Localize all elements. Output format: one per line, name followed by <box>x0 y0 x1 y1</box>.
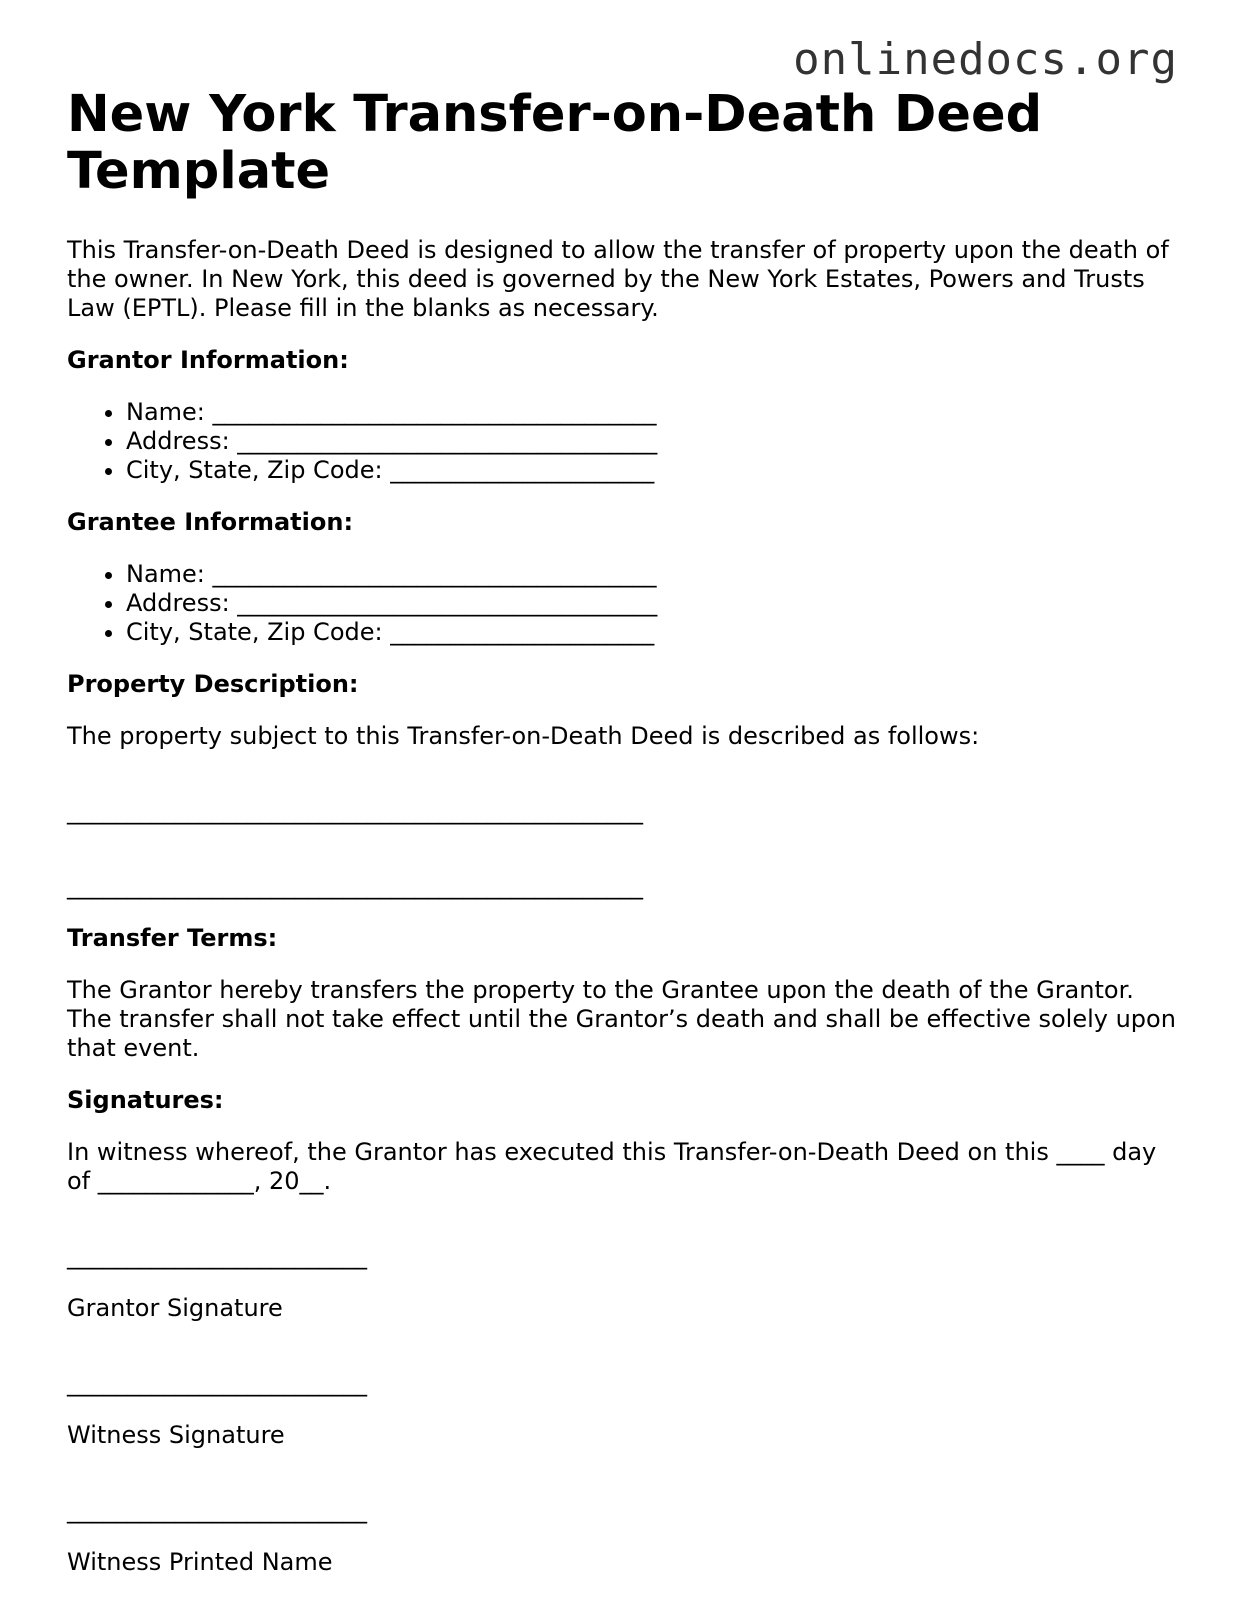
witness-printed-name-label: Witness Printed Name <box>67 1548 333 1576</box>
grantor-name-field[interactable]: • Name: _____________________________________ <box>126 398 1177 427</box>
grantee-city-state-zip-field[interactable]: • City, State, Zip Code: ______________________ <box>126 618 1177 647</box>
spacer <box>67 849 1177 872</box>
grantee-name-field[interactable]: • Name: _____________________________________ <box>126 560 1177 589</box>
witness-signature-line[interactable]: _________________________ <box>67 1369 367 1397</box>
spacer <box>67 1219 1177 1242</box>
signatures-heading: Signatures: <box>67 1086 224 1114</box>
intro-paragraph: This Transfer-on-Death Deed is designed to allow the transfer of property upon the death of the owner. In New York, this deed is governed by the New York Estates, Powers and Trusts Law (EPTL). Please fill in the blanks as necessary. <box>67 236 1169 322</box>
property-description-line-1[interactable]: ________________________________________________ <box>67 797 643 825</box>
property-heading: Property Description: <box>67 670 359 698</box>
witness-printed-name-line[interactable]: _________________________ <box>67 1496 367 1524</box>
watermark-logo: onlinedocs.org <box>793 34 1178 85</box>
document-page <box>67 86 1177 1600</box>
page-title: New York Transfer-on-Death Deed Template <box>67 85 1043 201</box>
grantee-address-field[interactable]: • Address: ___________________________________ <box>126 589 1177 618</box>
witness-signature-label: Witness Signature <box>67 1421 285 1449</box>
property-description-line-2[interactable]: ________________________________________________ <box>67 872 643 900</box>
spacer <box>67 774 1177 797</box>
property-text: The property subject to this Transfer-on-Death Deed is described as follows: <box>67 722 980 750</box>
grantor-signature-line[interactable]: _________________________ <box>67 1242 367 1270</box>
grantor-city-state-zip-field[interactable]: • City, State, Zip Code: ______________________ <box>126 456 1177 485</box>
transfer-terms-heading: Transfer Terms: <box>67 924 278 952</box>
transfer-terms-text: The Grantor hereby transfers the property to the Grantee upon the death of the Grantor. The transfer shall not take effect until the Grantor’s death and shall be effective solely upon that event. <box>67 976 1176 1062</box>
signatures-text: In witness whereof, the Grantor has executed this Transfer-on-Death Deed on this ____ day of _____________, 20__. <box>67 1138 1157 1195</box>
grantee-heading: Grantee Information: <box>67 508 354 536</box>
grantee-field-list <box>67 560 1177 647</box>
spacer <box>67 1346 1177 1369</box>
grantor-signature-label: Grantor Signature <box>67 1294 283 1322</box>
grantor-heading: Grantor Information: <box>67 346 349 374</box>
spacer <box>67 1473 1177 1496</box>
grantor-address-field[interactable]: • Address: ___________________________________ <box>126 427 1177 456</box>
grantor-field-list <box>67 398 1177 485</box>
